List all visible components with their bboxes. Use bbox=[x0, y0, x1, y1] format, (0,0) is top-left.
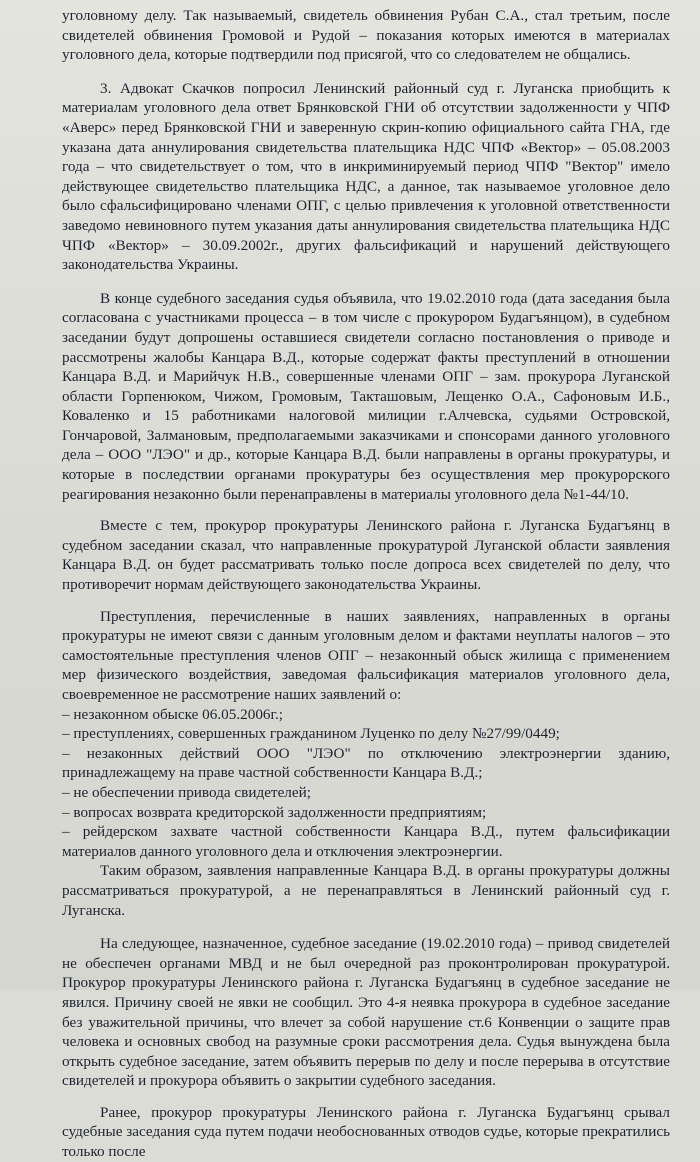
list-item: – преступлениях, совершенных гражданином Луценко по делу №27/99/0449; bbox=[62, 725, 560, 743]
paragraph-meanwhile: Вместе с тем, прокурор прокуратуры Ленинского района г. Луганска Будагъянц в судебном заседании сказал, что направленные прокуратурой Луганской области заявления Канцара В.Д. он будет рассматривать только после допроса всех свидетелей по делу, что противоречит нормам действующего законодательства Украины. bbox=[62, 517, 670, 594]
paragraph-end-of-session: В конце судебного заседания судья объявила, что 19.02.2010 года (дата заседания была согласована с участниками процесса – в том числе с прокурором Будагъянцом), в судебном заседании будут допрошены оставшиеся свидетели согласно постановления о приводе и рассмотрены жалобы Канцара В.Д., которые содержат факты преступлений в отношении Канцара В.Д. и Марийчук Н.В., совершенные членами ОПГ – зам. прокурора Луганской области Горпенюком, Чижом, Громовым, Такташовым, Лещенко О.А., Сафоновым И.Б., Коваленко и 15 работниками налоговой милиции г.Алчевска, судьями Островской, Гончаровой, Залмановым, предполагаемыми заказчиками и спонсорами данного уголовного дела – ООО "ЛЭО" и др., которые Канцара В.Д. были направлены в органы прокуратуры, и которые в последствии органами прокуратуры без осуществления мер прокурорского реагирования незаконно были перенаправлены в материалы уголовного дела №1-44/10. bbox=[62, 289, 670, 503]
list-item: – вопросах возврата кредиторской задолженности предприятиям; bbox=[62, 803, 487, 821]
paragraph-earlier: Ранее, прокурор прокуратуры Ленинского района г. Луганска Будагъянц срывал судебные заседания суда путем подачи необоснованных отводов судье, которые прекратились только после bbox=[62, 1103, 670, 1161]
paragraph-crimes: Преступления, перечисленные в наших заявлениях, направленных в органы прокуратуры не имеют связи с данным уголовным делом и фактами неуплаты налогов – это самостоятельные преступления членов ОПГ – незаконный обыск жилища с применением мер физического воздействия, заведомая фальсификация материалов уголовного дела, своевременное не рассмотрение наших заявлений о: bbox=[62, 607, 670, 703]
list-item: – не обеспечении привода свидетелей; bbox=[62, 783, 311, 801]
paragraph-top: уголовному делу. Так называемый, свидетель обвинения Рубан С.А., стал третьим, после свидетелей обвинения Громовой и Рудой – показания которых имеются в материалах уголовного дела, которые подтвердили под присягой, что со следователем не общались. bbox=[62, 7, 670, 64]
list-item: – рейдерском захвате частной собственности Канцара В.Д., путем фальсификации материалов данного уголовного дела и отключения электроэнергии. bbox=[62, 823, 670, 860]
paragraph-item-3: 3. Адвокат Скачков попросил Ленинский районный суд г. Луганска приобщить к материалам уголовного дела ответ Брянковской ГНИ об отсутствии задолженности у ЧПФ «Аверс» перед Брянковской ГНИ и заверенную скрин-копию официального сайта ГНА, где указана дата аннулирования свидетельства плательщика НДС ЧПФ «Вектор» – 05.08.2003 года – что свидетельствует о том, что в инкриминируемый период ЧПФ "Вектор" имело действующее свидетельство плательщика НДС, а данное, так называемое уголовное дело было сфальсифицировано членами ОПГ, с целью привлечения к уголовной ответственности заведомо невиновного путем указания даты аннулирования свидетельства плательщика НДС ЧПФ «Вектор» – 30.09.2002г., других фальсификаций и нарушений действующего законодательства Украины. bbox=[62, 79, 670, 274]
paragraph-next-session: На следующее, назначенное, судебное заседание (19.02.2010 года) – привод свидетелей не обеспечен органами МВД и не был очередной раз проконтролирован прокуратурой. Прокурор прокуратуры Ленинского района г. Луганска Будагъянц в судебное заседание не явился. Причину своей не явки не сообщил. Это 4-я неявка прокурора в судебное заседание без уважительной причины, что влечет за собой нарушение ст.6 Конвенции о защите прав человека и основных свобод на разумные сроки рассмотрения дела. Судья вынуждена была открыть судебное заседание, затем объявить перерыв по делу и после перерыва в отсутствие свидетелей и прокурора объявить о закрытии судебного заседания. bbox=[62, 935, 670, 1090]
paragraph-thus: Таким образом, заявления направленные Канцара В.Д. в органы прокуратуры должны рассматриваться прокуратурой, а не перенаправляться в Ленинский районный суд г. Луганска. bbox=[62, 862, 670, 919]
list-item: – незаконном обыске 06.05.2006г.; bbox=[62, 705, 284, 723]
crimes-list bbox=[62, 705, 670, 862]
list-item: – незаконных действий ООО "ЛЭО" по отключению электроэнергии зданию, принадлежащему на праве частной собственности Канцара В.Д.; bbox=[62, 744, 670, 782]
